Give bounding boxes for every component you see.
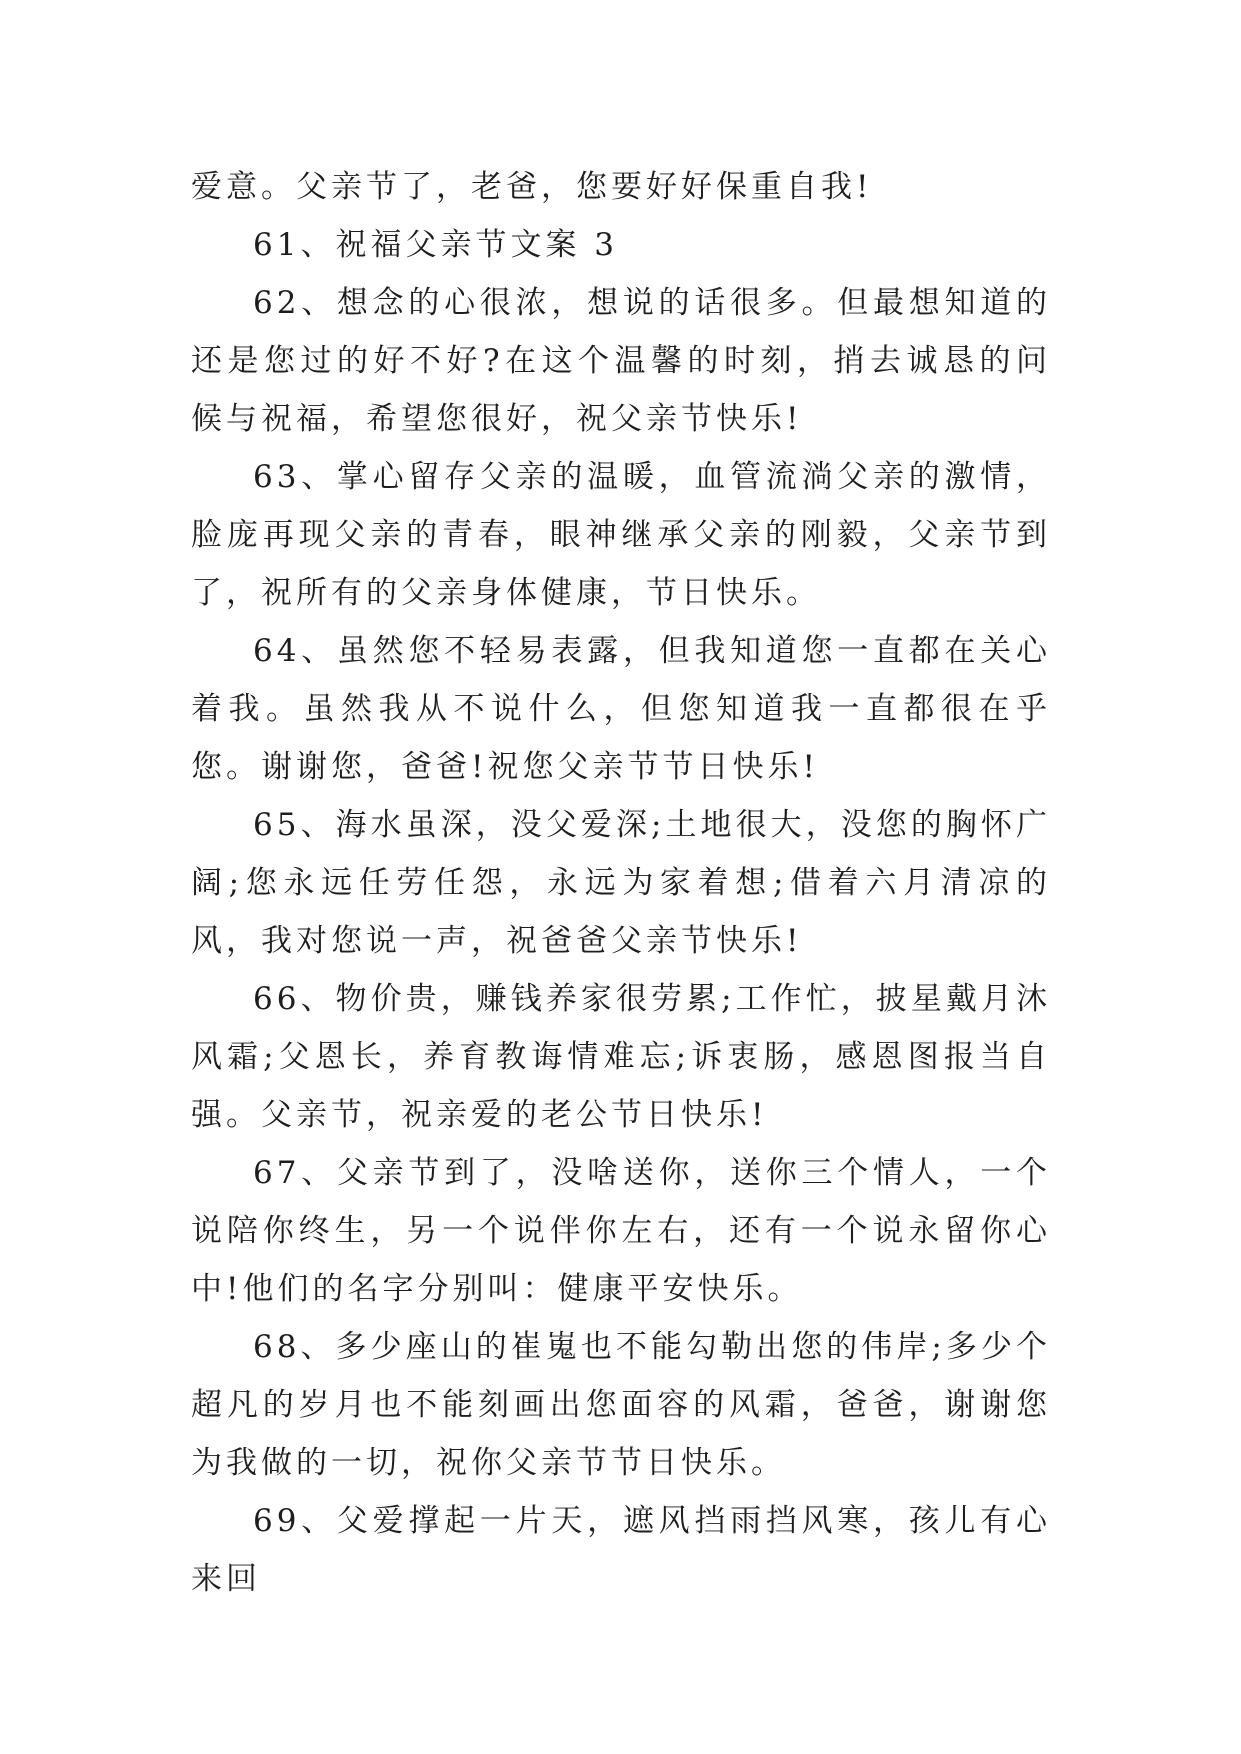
paragraph-66: 66、物价贵，赚钱养家很劳累;工作忙，披星戴月沐风霜;父恩长，养育教诲情难忘;诉衷肠，感恩图报当自强。父亲节，祝亲爱的老公节日快乐! [191, 981, 1051, 1133]
paragraph-69: 69、父爱撑起一片天，遮风挡雨挡风寒，孩儿有心来回 [191, 1503, 1051, 1597]
paragraph-64: 64、虽然您不轻易表露，但我知道您一直都在关心着我。虽然我从不说什么，但您知道我一直都很在乎您。谢谢您，爸爸!祝您父亲节节日快乐! [191, 633, 1051, 785]
paragraph-63: 63、掌心留存父亲的温暖，血管流淌父亲的激情，脸庞再现父亲的青春，眼神继承父亲的刚毅，父亲节到了，祝所有的父亲身体健康，节日快乐。 [191, 459, 1051, 611]
paragraph-68: 68、多少座山的崔嵬也不能勾勒出您的伟岸;多少个超凡的岁月也不能刻画出您面容的风霜，爸爸，谢谢您为我做的一切，祝你父亲节节日快乐。 [191, 1329, 1051, 1481]
paragraph-65: 65、海水虽深，没父爱深;土地很大，没您的胸怀广阔;您永远任劳任怨，永远为家着想;借着六月清凉的风，我对您说一声，祝爸爸父亲节快乐! [191, 807, 1051, 959]
paragraph-67: 67、父亲节到了，没啥送你，送你三个情人，一个说陪你终生，另一个说伴你左右，还有一个说永留你心中!他们的名字分别叫：健康平安快乐。 [191, 1155, 1051, 1307]
paragraph-62: 62、想念的心很浓，想说的话很多。但最想知道的还是您过的好不好?在这个温馨的时刻，捎去诚恳的问候与祝福，希望您很好，祝父亲节快乐! [191, 285, 1051, 437]
paragraph-60-continuation: 爱意。父亲节了，老爸，您要好好保重自我! [191, 169, 873, 205]
document-body [191, 158, 1051, 1608]
paragraph-61-heading: 61、祝福父亲节文案 3 [253, 227, 619, 263]
